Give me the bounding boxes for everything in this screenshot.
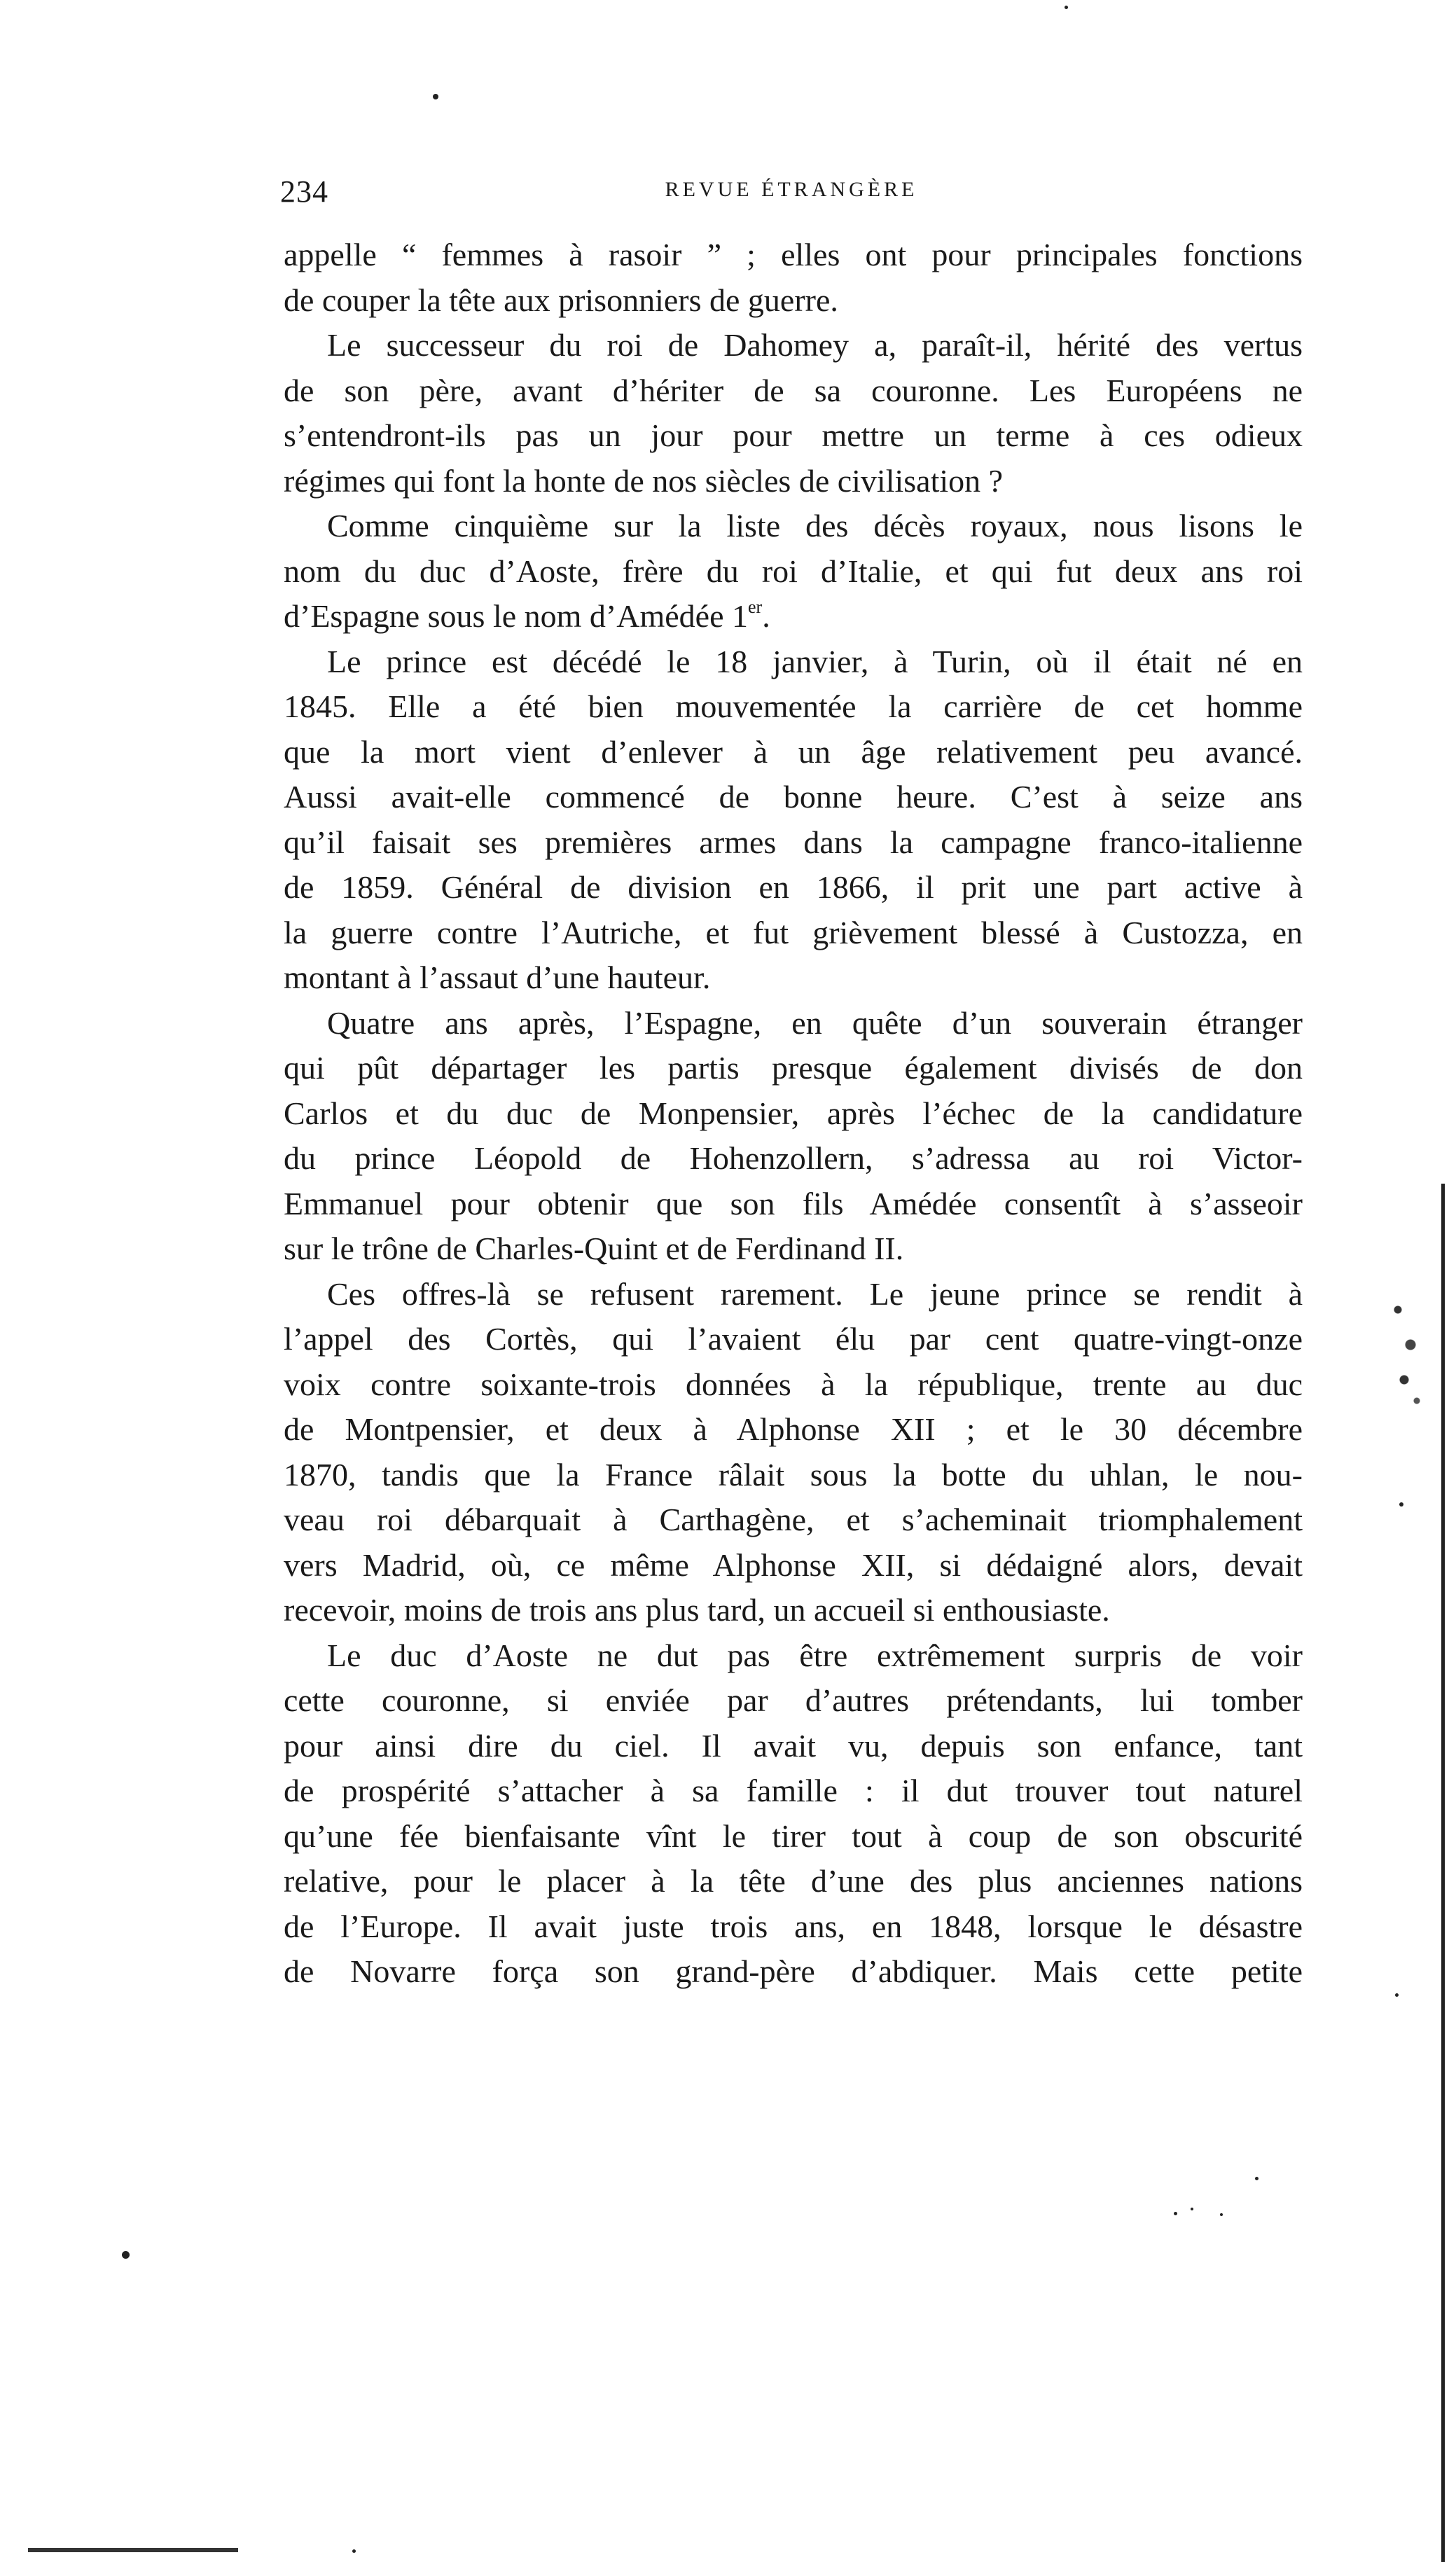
text-line: du prince Léopold de Hohenzollern, s’adressa au roi Victor-: [284, 1140, 1303, 1176]
paragraph: [284, 1001, 1303, 1272]
text-line: s’entendront-ils pas un jour pour mettre un terme à ces odieux: [284, 417, 1303, 453]
text-line: appelle “ femmes à rasoir ” ; elles ont pour principales fonctions: [284, 237, 1303, 272]
text-line: veau roi débarquait à Carthagène, et s’acheminait triomphalement: [284, 1502, 1303, 1537]
text-line: 1845. Elle a été bien mouvementée la carrière de cet homme: [284, 688, 1303, 724]
text-line: relative, pour le placer à la tête d’une des plus anciennes nations: [284, 1863, 1303, 1899]
running-title: REVUE ÉTRANGÈRE: [665, 178, 918, 201]
paragraph: [284, 639, 1303, 1001]
superscript: er: [748, 597, 763, 617]
scan-dot: [1399, 1502, 1403, 1507]
text-line: qu’une fée bienfaisante vînt le tirer tout à coup de son obscurité: [284, 1817, 1303, 1854]
text-line: Ces offres-là se refusent rarement. Le jeune prince se rendit à: [327, 1275, 1303, 1312]
text-line: de couper la tête aux prisonniers de guerre.: [284, 282, 838, 318]
scan-dot: [433, 94, 438, 99]
text-line: de Montpensier, et deux à Alphonse XII ; et le 30 décembre: [284, 1411, 1303, 1447]
text-line: Emmanuel pour obtenir que son fils Amédée consentît à s’asseoir: [284, 1185, 1303, 1221]
text-line: de l’Europe. Il avait juste trois ans, en 1848, lorsque le désastre: [284, 1908, 1303, 1944]
text-line: Le duc d’Aoste ne dut pas être extrêmement surpris de voir: [327, 1637, 1303, 1673]
text-line: Le prince est décédé le 18 janvier, à Turin, où il était né en: [327, 643, 1303, 679]
body-text: [284, 233, 1303, 1995]
text-line: pour ainsi dire du ciel. Il avait vu, depuis son enfance, tant: [284, 1727, 1303, 1764]
text-line: Quatre ans après, l’Espagne, en quête d’un souverain étranger: [327, 1004, 1303, 1041]
paragraph: [284, 1272, 1303, 1633]
running-head: [280, 174, 1303, 216]
paragraph: [284, 233, 1303, 323]
text-line: la guerre contre l’Autriche, et fut grièvement blessé à Custozza, en: [284, 914, 1303, 950]
text-line: de Novarre força son grand-père d’abdiquer. Mais cette petite: [284, 1953, 1303, 1989]
page-number: 234: [280, 174, 328, 209]
paragraph: [284, 504, 1303, 639]
text-line: vers Madrid, où, ce même Alphonse XII, si dédaigné alors, devait: [284, 1546, 1303, 1583]
text-line: voix contre soixante-trois données à la république, trente au duc: [284, 1366, 1303, 1402]
scan-dot: [1065, 6, 1068, 9]
scan-edge-shadow: [1441, 1184, 1445, 2562]
text-line: sur le trône de Charles-Quint et de Ferdinand II.: [284, 1231, 904, 1266]
scan-dot: [352, 2549, 356, 2553]
scan-dot: [1395, 1993, 1399, 1997]
paragraph: [284, 1633, 1303, 1995]
text-line: recevoir, moins de trois ans plus tard, un accueil si enthousiaste.: [284, 1592, 1110, 1628]
text-line: Aussi avait-elle commencé de bonne heure. C’est à seize ans: [284, 779, 1303, 815]
text-line: l’appel des Cortès, qui l’avaient élu par cent quatre-vingt-onze: [284, 1321, 1303, 1357]
scan-dot: [1220, 2213, 1223, 2216]
scan-dot: [1174, 2212, 1177, 2215]
text-fragment: .: [762, 598, 770, 634]
text-line: Le successeur du roi de Dahomey a, paraît-il, hérité des vertus: [327, 327, 1303, 363]
text-line: nom du duc d’Aoste, frère du roi d’Italie, et qui fut deux ans roi: [284, 553, 1303, 589]
text-line: Comme cinquième sur la liste des décès royaux, nous lisons le: [327, 508, 1303, 543]
text-line: qui pût départager les partis presque également divisés de don: [284, 1050, 1303, 1086]
text-line: cette couronne, si enviée par d’autres prétendants, lui tomber: [284, 1682, 1303, 1718]
text-line: de prospérité s’attacher à sa famille : il dut trouver tout naturel: [284, 1773, 1303, 1808]
text-line: montant à l’assaut d’une hauteur.: [284, 960, 711, 995]
paragraph: [284, 323, 1303, 504]
text-line: de son père, avant d’hériter de sa couronne. Les Européens ne: [284, 372, 1303, 408]
text-line: [284, 594, 1303, 639]
scan-speckle: [1373, 1282, 1436, 1422]
scan-dot: [1191, 2208, 1193, 2210]
scan-dot: [1255, 2177, 1259, 2180]
text-line: que la mort vient d’enlever à un âge relativement peu avancé.: [284, 733, 1303, 770]
text-line: Carlos et du duc de Monpensier, après l’échec de la candidature: [284, 1095, 1303, 1131]
text-line: régimes qui font la honte de nos siècles de civilisation ?: [284, 462, 1004, 499]
scan-smudge: [28, 2548, 238, 2552]
text-line: qu’il faisait ses premières armes dans la campagne franco-italienne: [284, 824, 1303, 860]
text-fragment: d’Espagne sous le nom d’Amédée 1: [284, 598, 749, 634]
text-line: de 1859. Général de division en 1866, il prit une part active à: [284, 869, 1303, 905]
scan-dot: [122, 2251, 130, 2259]
text-line: 1870, tandis que la France râlait sous la botte du uhlan, le nou-: [284, 1456, 1303, 1493]
